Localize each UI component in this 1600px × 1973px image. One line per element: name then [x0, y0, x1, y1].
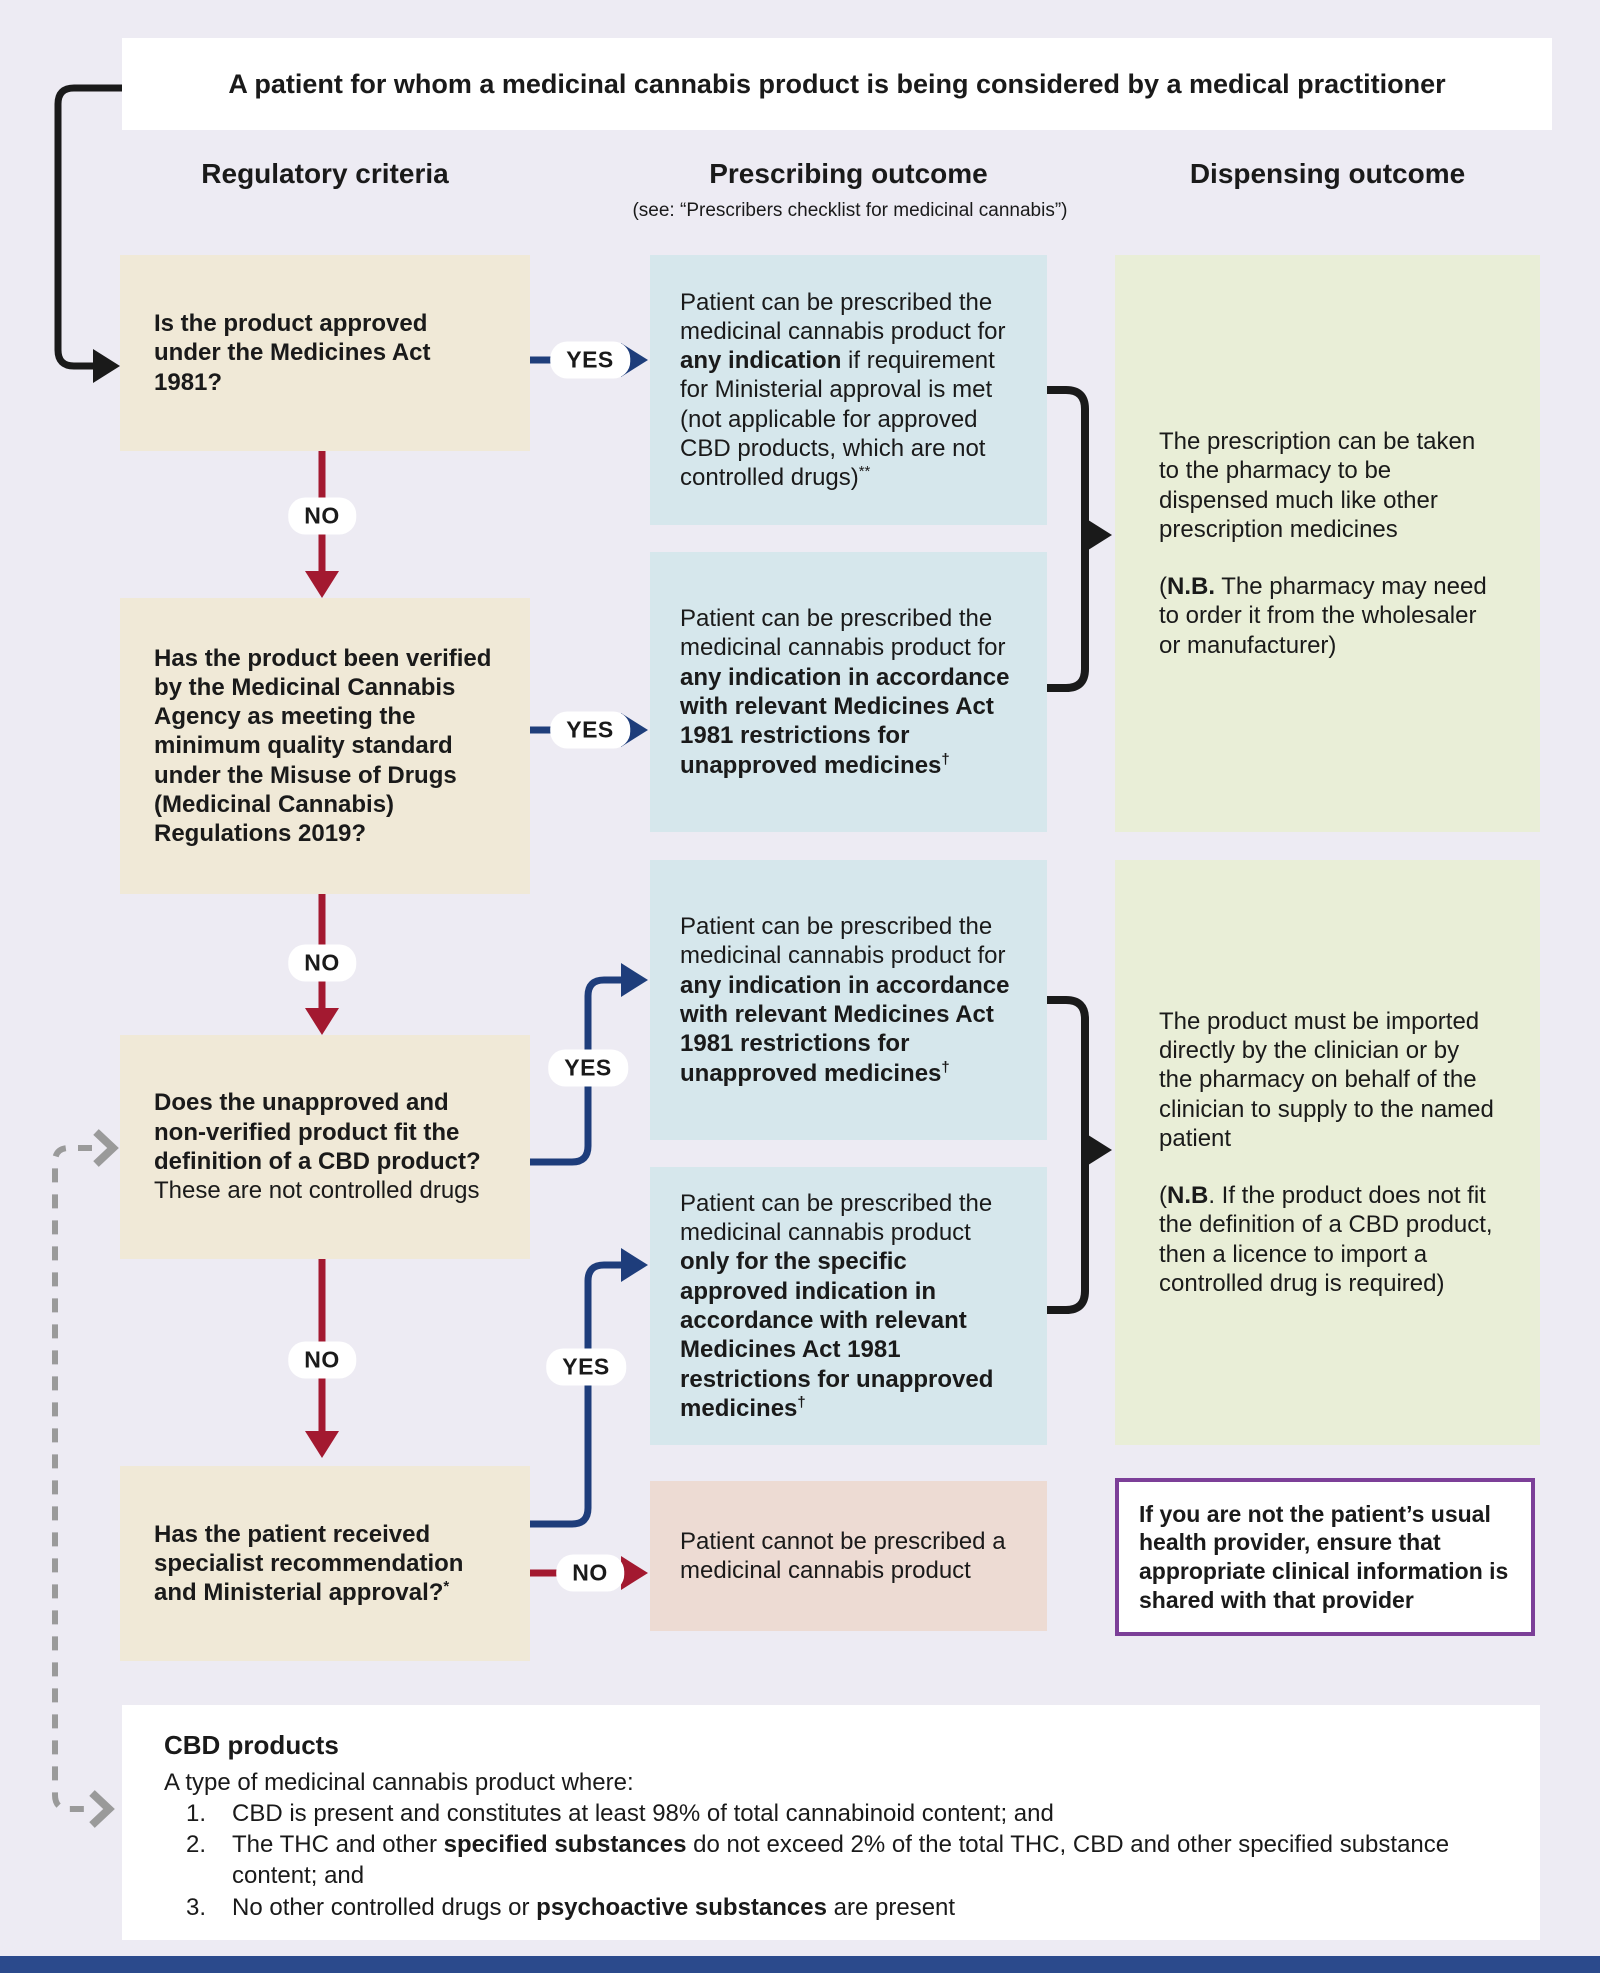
column-header-prescribing: Prescribing outcome [709, 158, 988, 189]
question-box-cbd-definition [120, 1035, 530, 1259]
yes-label-4: YES [546, 1349, 626, 1386]
no-arrowhead-4 [621, 1556, 648, 1590]
cbd-reference-dashed-line [55, 1148, 92, 1809]
outcome-text-bold: any indication [680, 347, 842, 375]
footer-bar [0, 1956, 1600, 1973]
no-label-2: NO [288, 945, 356, 982]
prescribing-box-verified-product [650, 552, 1047, 832]
no-label-3: NO [288, 1342, 356, 1379]
column-header-dispensing: Dispensing outcome [1189, 158, 1466, 189]
list-text-post: are present [826, 1893, 956, 1921]
yes-label-3: YES [548, 1050, 628, 1087]
question-box-agency-verified [120, 598, 530, 894]
outcome-text-bold-inner: any indication in accordance with relevant Medicines Act 1981 restrictions for unapproved medicines [680, 971, 1010, 1087]
list-number: 3. [186, 1893, 207, 1921]
cbd-definition-heading: CBD products [164, 1730, 339, 1760]
outcome-text-bold-inner: any indication in accordance with relevant Medicines Act 1981 restrictions for unapproved medicines [680, 663, 1010, 779]
cbd-definition-item-2 [186, 1829, 1498, 1891]
provider-note-box [1115, 1478, 1535, 1636]
nb-label: N.B [1167, 1182, 1209, 1210]
outcome-text: Patient can be prescribed the medicinal cannabis product for [680, 605, 1006, 662]
merge-bracket-2 [1047, 1000, 1085, 1310]
list-text-bold: specified substances [443, 1831, 687, 1859]
dispensing-box-pharmacy [1115, 255, 1540, 832]
no-label-4: NO [556, 1555, 624, 1592]
cbd-reference-chevron-top [96, 1132, 113, 1164]
cannot-prescribe-box [650, 1481, 1047, 1631]
dispensing-text: . If the product does not fit the definition of a CBD product, then a licence to import a controlled drug is required) [1159, 1182, 1493, 1297]
outcome-text: Patient can be prescribed the medicinal cannabis product for [680, 913, 1006, 970]
cbd-reference-chevron-bottom [92, 1793, 109, 1825]
yes-line-4 [530, 1265, 632, 1524]
outcome-text-bold [680, 1248, 993, 1421]
yes-arrowhead-4 [621, 1248, 648, 1282]
list-text-post: do not exceed 2% of the total THC, CBD and other specified substance content; and [232, 1831, 1450, 1890]
prescribing-box-cbd-product [650, 860, 1047, 1140]
cbd-definition-intro: A type of medicinal cannabis product where: [164, 1768, 634, 1796]
list-number: 2. [186, 1831, 207, 1859]
no-arrowhead-1 [305, 571, 339, 598]
yes-label-2: YES [550, 712, 630, 749]
footnote-marker: ** [858, 464, 871, 481]
outcome-text: Patient can be prescribed the medicinal cannabis product for [680, 288, 1006, 345]
column-header-regulatory: Regulatory criteria [201, 158, 449, 189]
footnote-marker: † [941, 1059, 950, 1076]
outcome-text-bold [680, 664, 1009, 779]
list-text [232, 1892, 1498, 1923]
no-arrowhead-3 [305, 1431, 339, 1458]
question-text: Has the product been verified by the Medicinal Cannabis Agency as meeting the minimum quality standard under the Misuse of Drugs (Medicinal Cannabis) Regulations 2019? [154, 644, 492, 848]
no-arrowhead-2 [305, 1008, 339, 1035]
dispensing-text: The product must be imported directly by the clinician or by the pharmacy on behalf of the clinician to supply to the named patient [1159, 1007, 1494, 1152]
dispensing-box-import [1115, 860, 1540, 1445]
no-label-1: NO [288, 498, 356, 535]
question-text: Does the unapproved and non-verified product fit the definition of a CBD product? [154, 1089, 481, 1175]
question-text: Has the patient received specialist recommendation and Ministerial approval? [154, 1520, 464, 1607]
question-box-medicines-act [120, 255, 530, 451]
list-number: 1. [186, 1799, 207, 1827]
yes-label-1: YES [550, 342, 630, 379]
question-box-ministerial-approval [120, 1466, 530, 1661]
cbd-definition-box [122, 1705, 1540, 1940]
cbd-definition-item-1 [186, 1798, 1498, 1829]
list-text-bold: psychoactive substances [536, 1893, 827, 1921]
list-text-pre: The THC and other [232, 1831, 444, 1859]
footnote-marker: † [797, 1394, 806, 1411]
entry-connector-line [58, 88, 122, 366]
prescribing-box-approved-product [650, 255, 1047, 525]
list-text-pre: No other controlled drugs or [232, 1893, 537, 1921]
outcome-text: Patient can be prescribed the medicinal cannabis product [680, 1189, 993, 1247]
nb-label: N.B. [1167, 573, 1215, 601]
footnote-marker: * [443, 1579, 450, 1596]
dispensing-text: The pharmacy may need to order it from the wholesaler or manufacturer) [1159, 573, 1487, 659]
banner-title: A patient for whom a medicinal cannabis product is being considered by a medical practitioner [228, 68, 1446, 99]
dispensing-text: ( [1159, 573, 1167, 601]
outcome-text-bold [680, 972, 1009, 1087]
question-subtext: These are not controlled drugs [154, 1177, 480, 1205]
outcome-text-bold-inner: only for the specific approved indication in accordance with relevant Medicines Act 1981 restrictions for unapproved medicines [680, 1248, 994, 1422]
footnote-marker: † [941, 751, 950, 768]
note-text: If you are not the patient’s usual health provider, ensure that appropriate clinical information is shared with that provider [1139, 1500, 1509, 1613]
question-text: Is the product approved under the Medicines Act 1981? [154, 310, 431, 396]
merge-arrowhead-1 [1085, 518, 1112, 552]
outcome-text: if requirement for Ministerial approval is met (not applicable for approved CBD products, which are not controlled drugs) [680, 347, 995, 492]
list-text: CBD is present and constitutes at least 98% of total cannabinoid content; and [232, 1799, 1054, 1827]
column-header-prescribing-note: (see: “Prescribers checklist for medicinal cannabis”) [632, 200, 1068, 221]
dispensing-text: The prescription can be taken to the pharmacy to be dispensed much like other prescription medicines [1159, 428, 1476, 543]
prescribing-box-specific-indication [650, 1167, 1047, 1445]
outcome-text: Patient cannot be prescribed a medicinal cannabis product [680, 1527, 1006, 1584]
merge-arrowhead-2 [1085, 1133, 1112, 1167]
list-text [232, 1829, 1498, 1891]
yes-arrowhead-3 [621, 963, 648, 997]
merge-bracket-1 [1047, 390, 1085, 688]
cbd-definition-item-3 [186, 1892, 1498, 1923]
entry-arrowhead [93, 349, 120, 383]
dispensing-text: ( [1159, 1182, 1167, 1210]
patient-banner [122, 38, 1552, 130]
